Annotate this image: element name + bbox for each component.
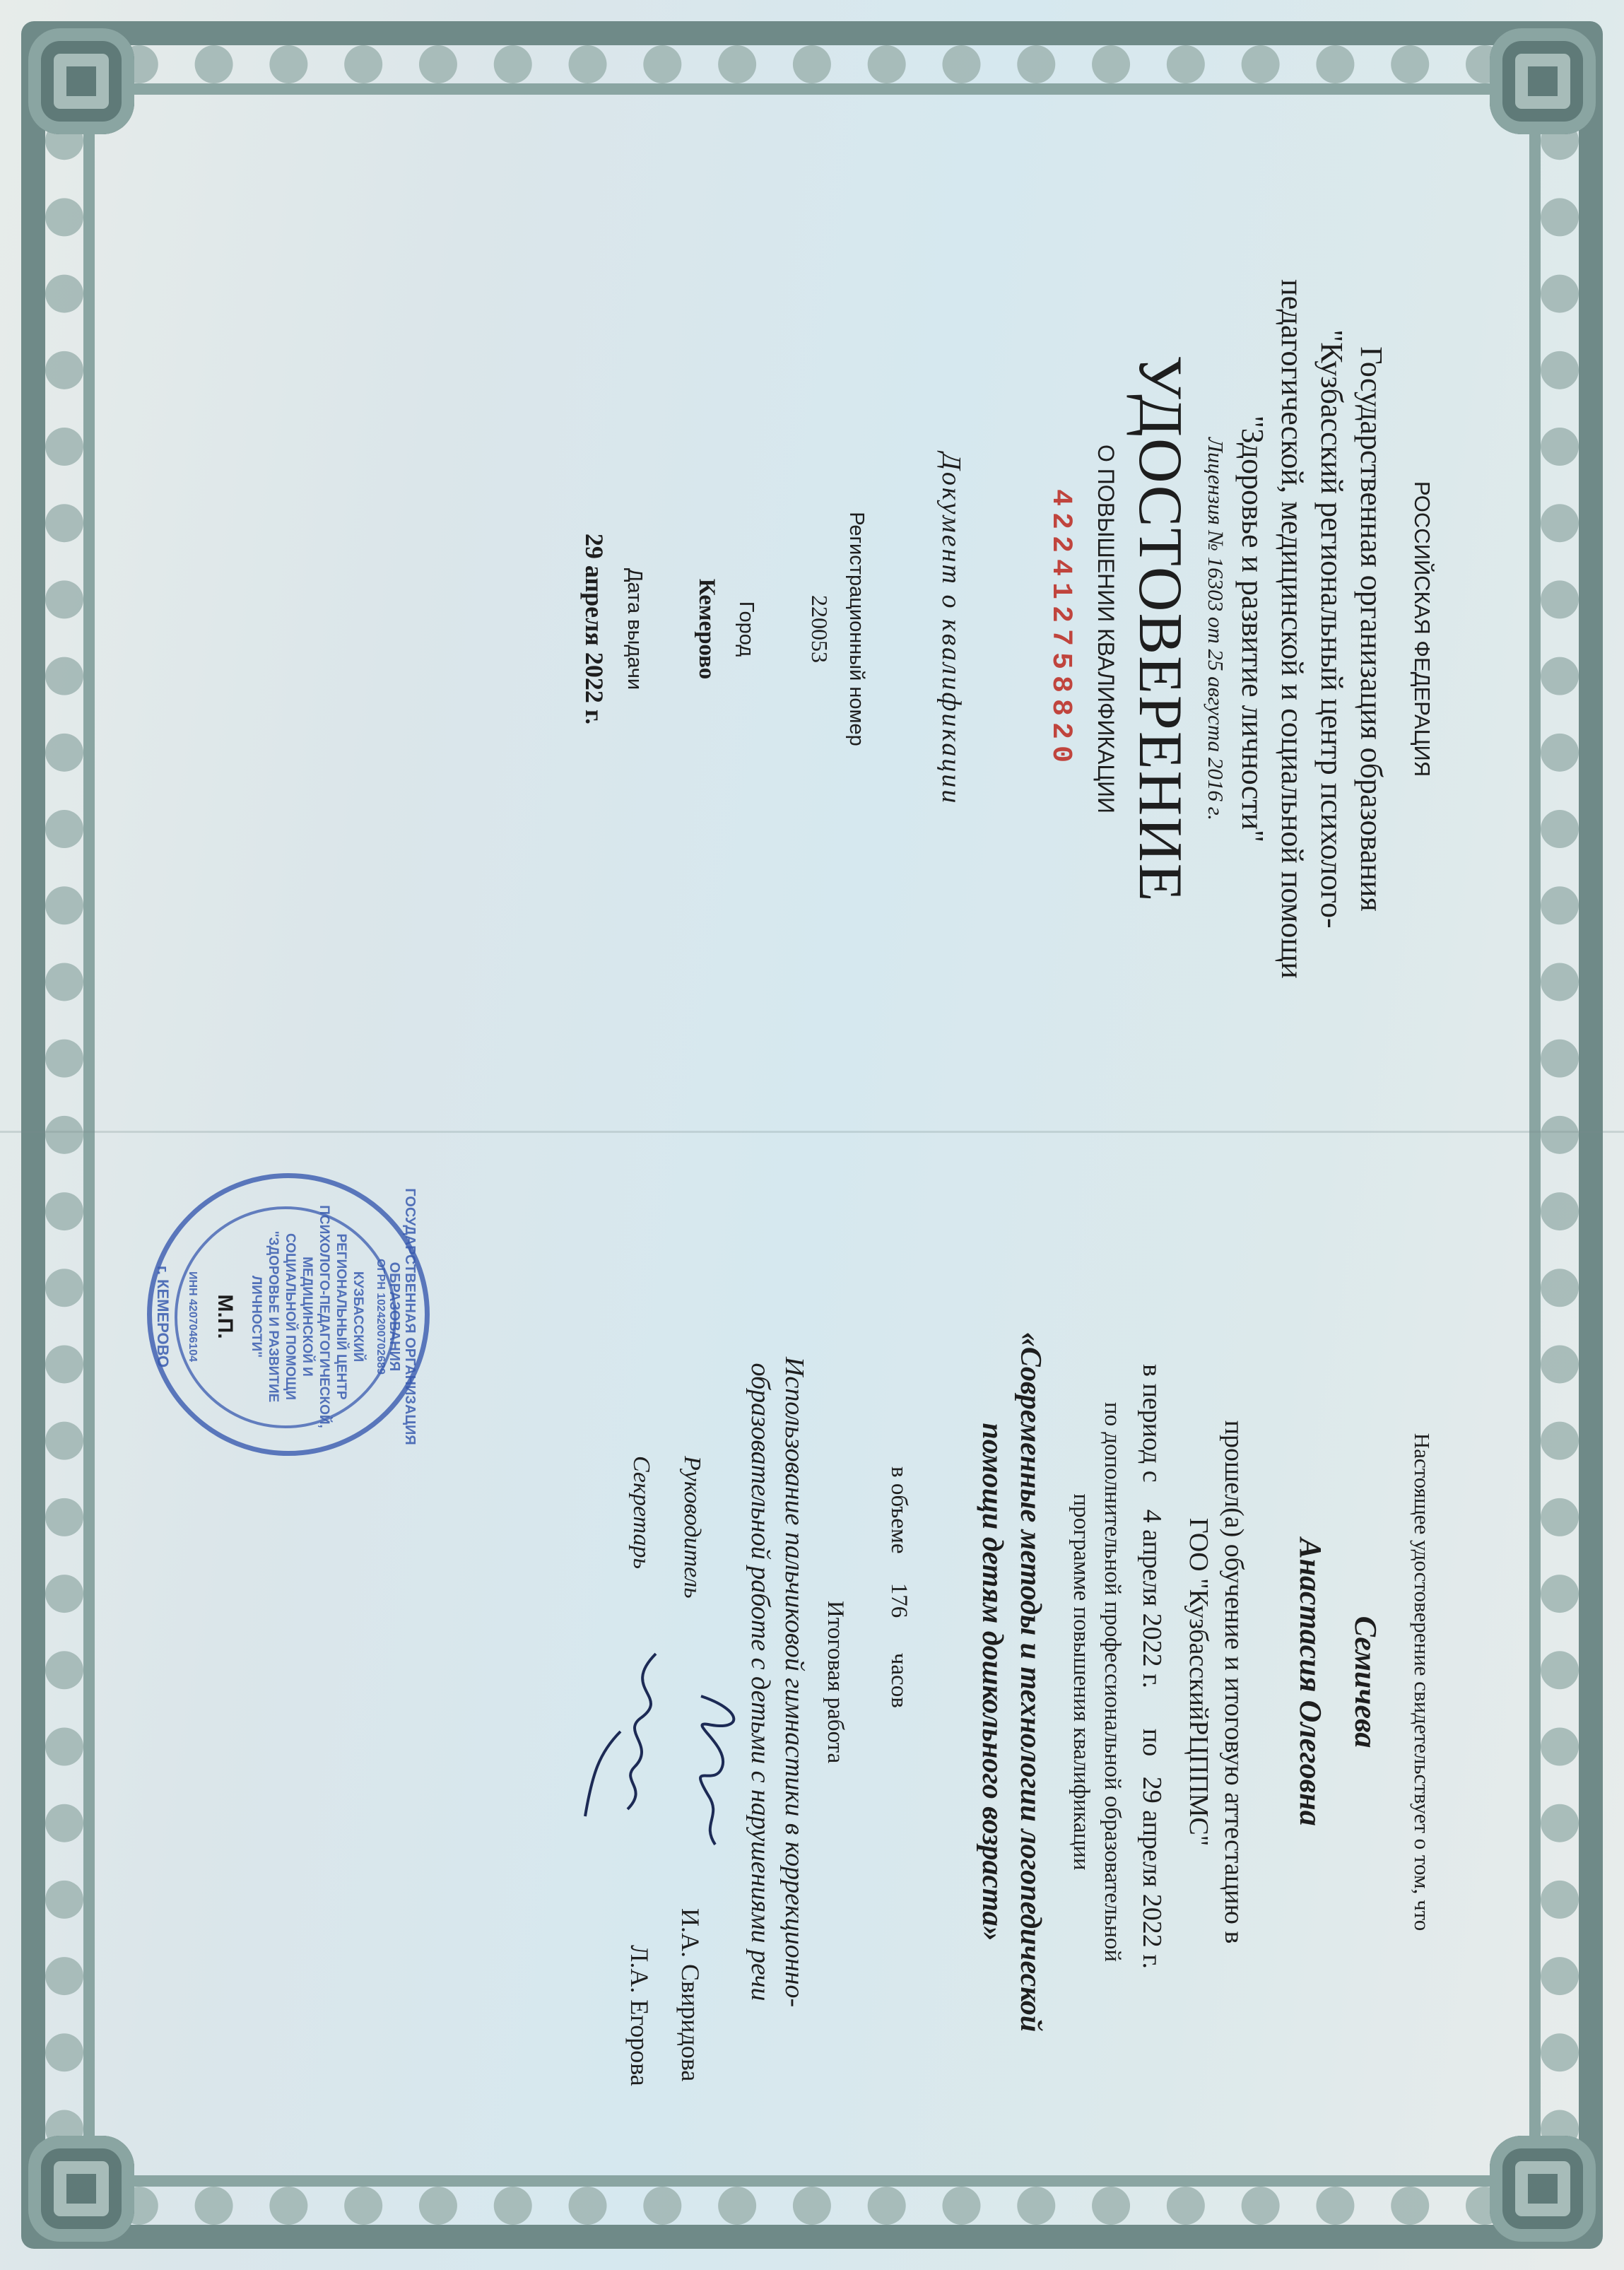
- study-period: [1136, 1364, 1167, 2071]
- hours-label: часов: [886, 1652, 912, 1708]
- head-signature: [673, 1682, 751, 1852]
- program-line-2: программе повышения квалификации: [1069, 1493, 1094, 1871]
- seal-inner-line: КУЗБАССКИЙ: [351, 1271, 365, 1363]
- reg-number-label: Регистрационный номер: [845, 512, 868, 746]
- country-label: РОССИЙСКАЯ ФЕДЕРАЦИЯ: [1410, 481, 1435, 777]
- program-title-line-1: «Современные методы и технологии логопедической: [1014, 1331, 1047, 2033]
- full-name: Анастасия Олеговна: [1293, 1538, 1328, 1826]
- period-to: 29 апреля 2022 г.: [1137, 1776, 1167, 1970]
- period-from: 4 апреля 2022 г.: [1137, 1509, 1167, 1688]
- seal-inn: ИНН 4207046104: [187, 1271, 199, 1363]
- org-line: Государственная организация образования: [1354, 346, 1389, 912]
- final-work-label: Итоговая работа: [823, 1600, 848, 1764]
- secretary-name: Л.А. Егорова: [625, 1945, 654, 2086]
- issue-date-label: Дата выдачи: [623, 568, 646, 690]
- secretary-label: Секретарь: [628, 1456, 654, 1569]
- period-prefix: в период с: [1137, 1364, 1167, 1483]
- issue-date: 29 апреля 2022 г.: [580, 533, 608, 725]
- surname: Семичева: [1348, 1616, 1383, 1748]
- intro-text: Настоящее удостоверение свидетельствует о том, что: [1410, 1433, 1435, 1931]
- org-name: [1232, 205, 1391, 1053]
- seal-outer-top: ГОСУДАРСТВЕННАЯ ОРГАНИЗАЦИЯ ОБРАЗОВАНИЯ: [387, 1188, 418, 1445]
- reg-number: 220053: [807, 595, 832, 663]
- final-work-line-1: Использование пальчиковой гимнастики в коррекционно-: [779, 1356, 809, 2008]
- final-work-line-2: образовательной работе с детьми с нарушениями речи: [746, 1363, 775, 2001]
- seal-inner-line: ПСИХОЛОГО-ПЕДАГОГИЧЕСКОЙ,: [317, 1205, 331, 1428]
- passed-text: прошел(а) обучение и итоговую аттестацию в: [1219, 1420, 1249, 1944]
- period-to-prefix: по: [1137, 1728, 1167, 1757]
- document-type: Документ о квалификации: [936, 452, 966, 806]
- seal-ogrn: ОГРН 1024200702689: [375, 1259, 387, 1375]
- seal-inner-line: РЕГИОНАЛЬНЫЙ ЦЕНТР: [334, 1233, 348, 1400]
- seal-inner-line: СОЦИАЛЬНОЙ ПОМОЩИ: [283, 1233, 298, 1400]
- org-line: "Кузбасский региональный центр психолого-: [1314, 329, 1349, 929]
- seal-inner-line: "ЗДОРОВЬЕ И РАЗВИТИЕ: [266, 1230, 281, 1403]
- certificate-subtitle: О ПОВЫШЕНИИ КВАЛИФИКАЦИИ: [1093, 445, 1119, 813]
- mp-label: М.П.: [213, 1294, 237, 1339]
- org-line: педагогической, медицинской и социальной помощи: [1275, 279, 1310, 979]
- org-line: "Здоровье и развитие личности": [1235, 415, 1270, 843]
- volume-hours: 176: [886, 1582, 912, 1618]
- seal-outer-bottom: г. КЕМЕРОВО: [154, 1265, 172, 1368]
- volume-label: в объеме: [886, 1466, 912, 1554]
- official-seal: [147, 1173, 430, 1456]
- certificate-title: УДОСТОВЕРЕНИЕ: [1126, 355, 1194, 903]
- program-title-line-2: помощи детям дошкольного возраста»: [976, 1423, 1008, 1941]
- head-label: Руководитель: [679, 1456, 705, 1599]
- head-name: И.А. Свиридова: [676, 1908, 705, 2082]
- secretary-signature: [578, 1647, 684, 1830]
- volume-row: [885, 1466, 912, 1890]
- city-label: Город: [735, 601, 758, 657]
- license-text: Лицензия № 16303 от 25 августа 2016 г.: [1204, 437, 1228, 821]
- seal-inner-line: МЕДИЦИНСКОЙ И: [300, 1257, 314, 1377]
- org-short-name: ГОО "КузбасскийРЦППМС": [1184, 1517, 1213, 1847]
- city-value: Кемерово: [694, 578, 719, 680]
- serial-number: 422412758820: [1045, 488, 1076, 770]
- program-line-1: по дополнительной профессиональной образовательной: [1100, 1401, 1125, 1963]
- seal-inner-line: ЛИЧНОСТИ": [249, 1275, 264, 1358]
